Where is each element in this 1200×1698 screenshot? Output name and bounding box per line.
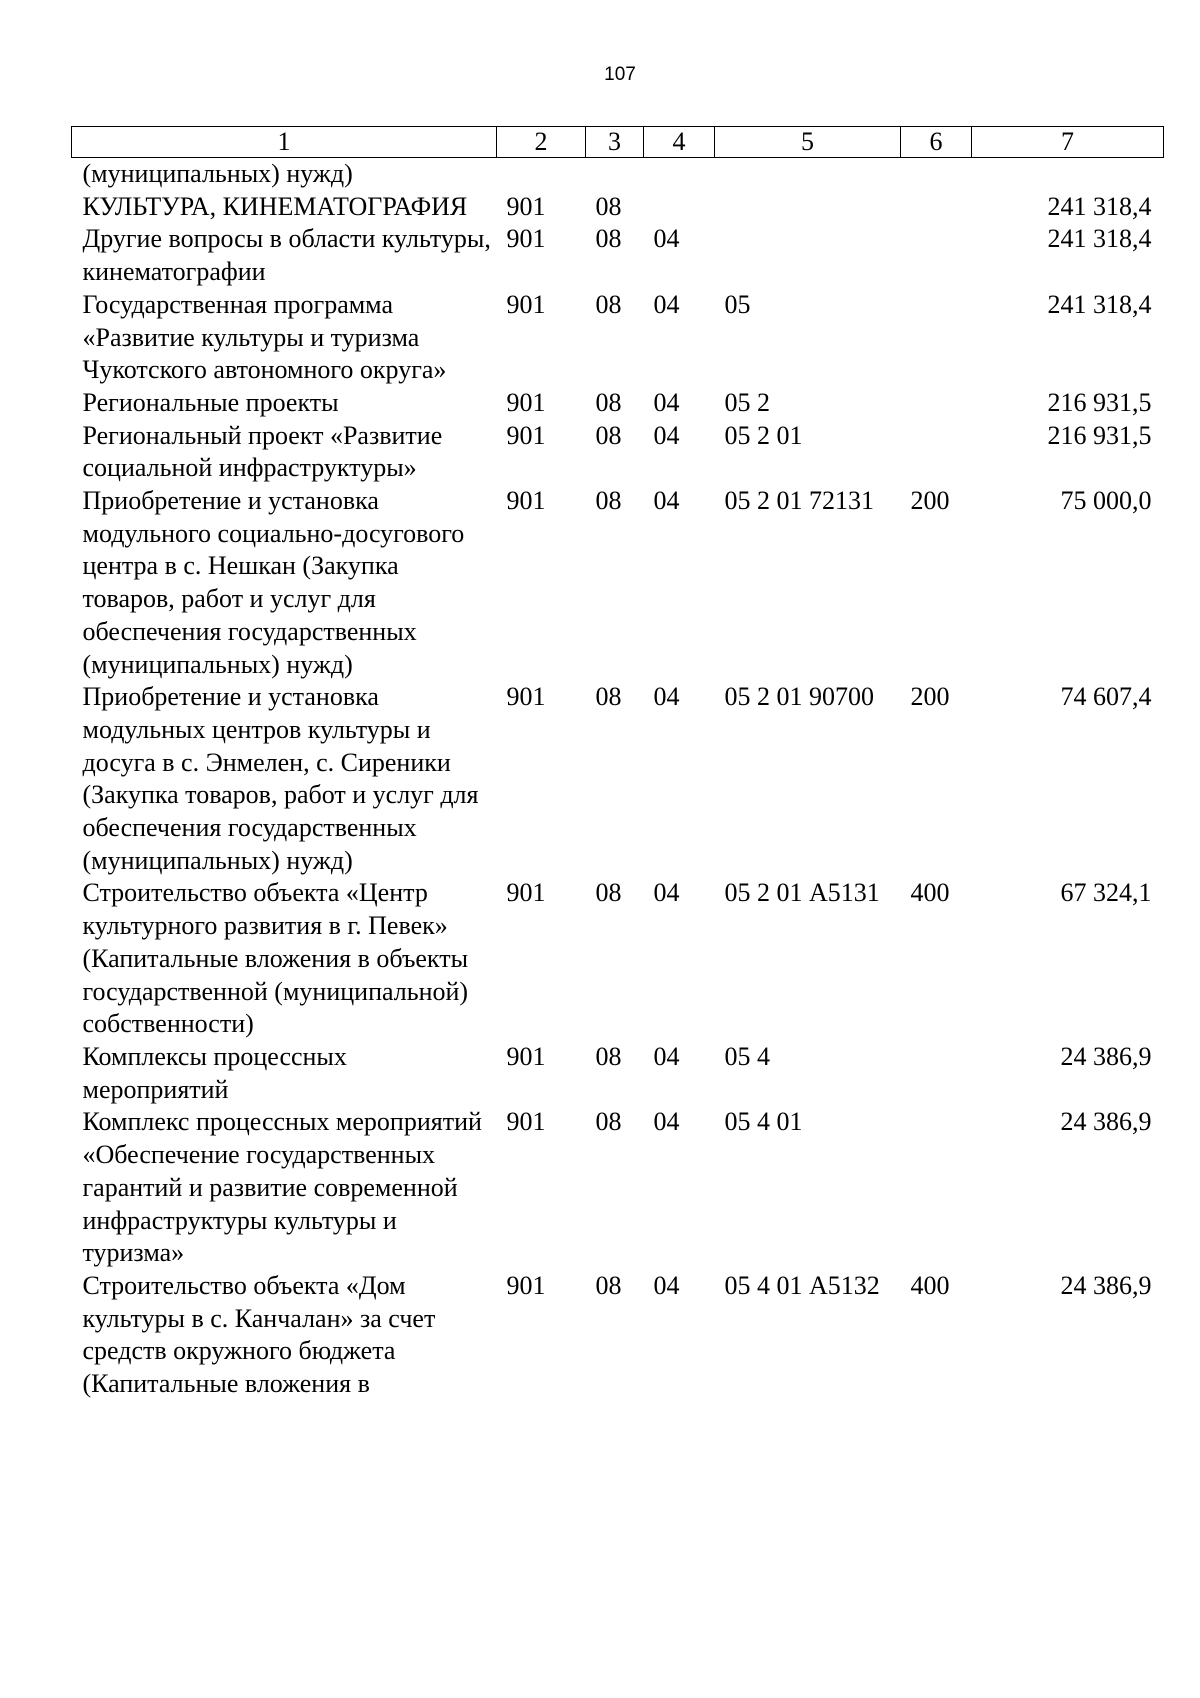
row-code-2 bbox=[497, 158, 586, 191]
row-code-4: 04 bbox=[653, 682, 680, 712]
row-code-5: 05 2 01 bbox=[724, 420, 803, 450]
row-code-2: 901 bbox=[506, 224, 546, 254]
table-header bbox=[72, 127, 1164, 158]
row-code-6 bbox=[901, 420, 972, 485]
row-amount: 216 931,5 bbox=[1047, 420, 1152, 450]
table-row bbox=[72, 420, 1164, 485]
row-code-4: 04 bbox=[653, 387, 680, 417]
row-name: Строительство объекта «Центр культурного развития в г. Певек» (Капитальные вложения в объекты государственной (муниципальной) собственности) bbox=[82, 878, 469, 1039]
row-code-6 bbox=[901, 1106, 972, 1270]
row-amount: 74 607,4 bbox=[1060, 682, 1152, 712]
row-code-5: 05 2 01 90700 bbox=[724, 682, 874, 712]
row-code-2: 901 bbox=[506, 682, 546, 712]
row-code-2: 901 bbox=[506, 1270, 546, 1300]
row-code-3: 08 bbox=[595, 1041, 622, 1071]
row-amount: 241 318,4 bbox=[1047, 224, 1152, 254]
row-code-3: 08 bbox=[595, 486, 622, 516]
row-amount: 241 318,4 bbox=[1047, 191, 1152, 221]
budget-table bbox=[71, 126, 1164, 1401]
row-code-6 bbox=[901, 289, 972, 387]
row-name: Другие вопросы в области культуры, кинематографии bbox=[82, 224, 491, 287]
row-code-6 bbox=[901, 223, 972, 288]
row-code-4: 04 bbox=[653, 420, 680, 450]
row-code-2: 901 bbox=[506, 1107, 546, 1137]
row-code-3: 08 bbox=[595, 1270, 622, 1300]
row-amount: 24 386,9 bbox=[1060, 1041, 1152, 1071]
table-row bbox=[72, 1041, 1164, 1106]
row-code-5: 05 2 01 72131 bbox=[724, 486, 874, 516]
table-row bbox=[72, 223, 1164, 288]
row-code-2: 901 bbox=[506, 486, 546, 516]
row-amount: 216 931,5 bbox=[1047, 387, 1152, 417]
row-name: Приобретение и установка модульных центров культуры и досуга в с. Энмелен, с. Сиреники (Закупка товаров, работ и услуг для обеспечения государственных (муниципальных) нужд) bbox=[82, 682, 479, 875]
table-row bbox=[72, 681, 1164, 877]
row-code-4: 04 bbox=[653, 486, 680, 516]
row-code-6 bbox=[901, 158, 972, 191]
col-header-7: 7 bbox=[972, 127, 1164, 158]
row-code-5 bbox=[715, 191, 901, 224]
page-number: 107 bbox=[604, 64, 636, 85]
row-code-2: 901 bbox=[506, 289, 546, 319]
row-code-6 bbox=[901, 387, 972, 420]
row-code-3 bbox=[586, 158, 644, 191]
row-amount: 75 000,0 bbox=[1060, 486, 1152, 516]
table-row bbox=[72, 191, 1164, 224]
row-code-6: 200 bbox=[910, 486, 950, 516]
row-name: Региональные проекты bbox=[82, 387, 339, 417]
row-code-3: 08 bbox=[595, 387, 622, 417]
table-row bbox=[72, 289, 1164, 387]
row-code-5 bbox=[715, 223, 901, 288]
row-code-5: 05 4 01 А5132 bbox=[724, 1270, 880, 1300]
row-code-4: 04 bbox=[653, 1270, 680, 1300]
row-code-2: 901 bbox=[506, 387, 546, 417]
row-amount: 24 386,9 bbox=[1060, 1107, 1152, 1137]
col-header-6: 6 bbox=[901, 127, 972, 158]
row-code-2: 901 bbox=[506, 191, 546, 221]
header-row bbox=[72, 127, 1164, 158]
table-row bbox=[72, 877, 1164, 1041]
row-code-2: 901 bbox=[506, 878, 546, 908]
row-name: Строительство объекта «Дом культуры в с. Канчалан» за счет средств окружного бюджета (Капитальные вложения в bbox=[82, 1270, 436, 1399]
row-name: Региональный проект «Развитие социальной инфраструктуры» bbox=[82, 420, 443, 483]
row-code-4: 04 bbox=[653, 1107, 680, 1137]
row-code-4: 04 bbox=[653, 878, 680, 908]
row-code-3: 08 bbox=[595, 289, 622, 319]
row-name: Комплекс процессных мероприятий «Обеспечение государственных гарантий и развитие современной инфраструктуры культуры и туризма» bbox=[82, 1107, 482, 1268]
row-code-3: 08 bbox=[595, 878, 622, 908]
row-code-2: 901 bbox=[506, 1041, 546, 1071]
row-code-3: 08 bbox=[595, 1107, 622, 1137]
table-row bbox=[72, 387, 1164, 420]
row-code-6: 200 bbox=[910, 682, 950, 712]
row-code-4 bbox=[644, 191, 715, 224]
row-code-6: 400 bbox=[910, 1270, 950, 1300]
row-code-5: 05 bbox=[724, 289, 751, 319]
row-amount bbox=[972, 158, 1164, 191]
row-code-5: 05 2 bbox=[724, 387, 770, 417]
col-header-2: 2 bbox=[497, 127, 586, 158]
row-name: Приобретение и установка модульного социально-досугового центра в с. Нешкан (Закупка товаров, работ и услуг для обеспечения государственных (муниципальных) нужд) bbox=[82, 486, 465, 679]
row-code-3: 08 bbox=[595, 224, 622, 254]
row-code-3: 08 bbox=[595, 682, 622, 712]
table-row bbox=[72, 158, 1164, 191]
row-name: КУЛЬТУРА, КИНЕМАТОГРАФИЯ bbox=[82, 191, 468, 221]
row-code-5 bbox=[715, 158, 901, 191]
row-code-4 bbox=[644, 158, 715, 191]
row-code-4: 04 bbox=[653, 1041, 680, 1071]
col-header-4: 4 bbox=[644, 127, 715, 158]
row-code-3: 08 bbox=[595, 191, 622, 221]
row-code-4: 04 bbox=[653, 224, 680, 254]
row-code-5: 05 4 bbox=[724, 1041, 770, 1071]
table-body bbox=[72, 158, 1164, 1401]
row-name: Комплексы процессных мероприятий bbox=[82, 1041, 347, 1104]
table-row bbox=[72, 485, 1164, 681]
table-row bbox=[72, 1106, 1164, 1270]
col-header-1: 1 bbox=[72, 127, 497, 158]
row-amount: 67 324,1 bbox=[1060, 878, 1152, 908]
row-code-6 bbox=[901, 1041, 972, 1106]
row-amount: 241 318,4 bbox=[1047, 289, 1152, 319]
col-header-5: 5 bbox=[715, 127, 901, 158]
row-code-3: 08 bbox=[595, 420, 622, 450]
row-name: (муниципальных) нужд) bbox=[82, 159, 353, 188]
row-code-6 bbox=[901, 191, 972, 224]
row-name: Государственная программа «Развитие культуры и туризма Чукотского автономного округа» bbox=[82, 289, 447, 385]
row-code-5: 05 2 01 А5131 bbox=[724, 878, 880, 908]
row-amount: 24 386,9 bbox=[1060, 1270, 1152, 1300]
table-row bbox=[72, 1270, 1164, 1401]
row-code-5: 05 4 01 bbox=[724, 1107, 803, 1137]
row-code-4: 04 bbox=[653, 289, 680, 319]
row-code-2: 901 bbox=[506, 420, 546, 450]
row-code-6: 400 bbox=[910, 878, 950, 908]
col-header-3: 3 bbox=[586, 127, 644, 158]
